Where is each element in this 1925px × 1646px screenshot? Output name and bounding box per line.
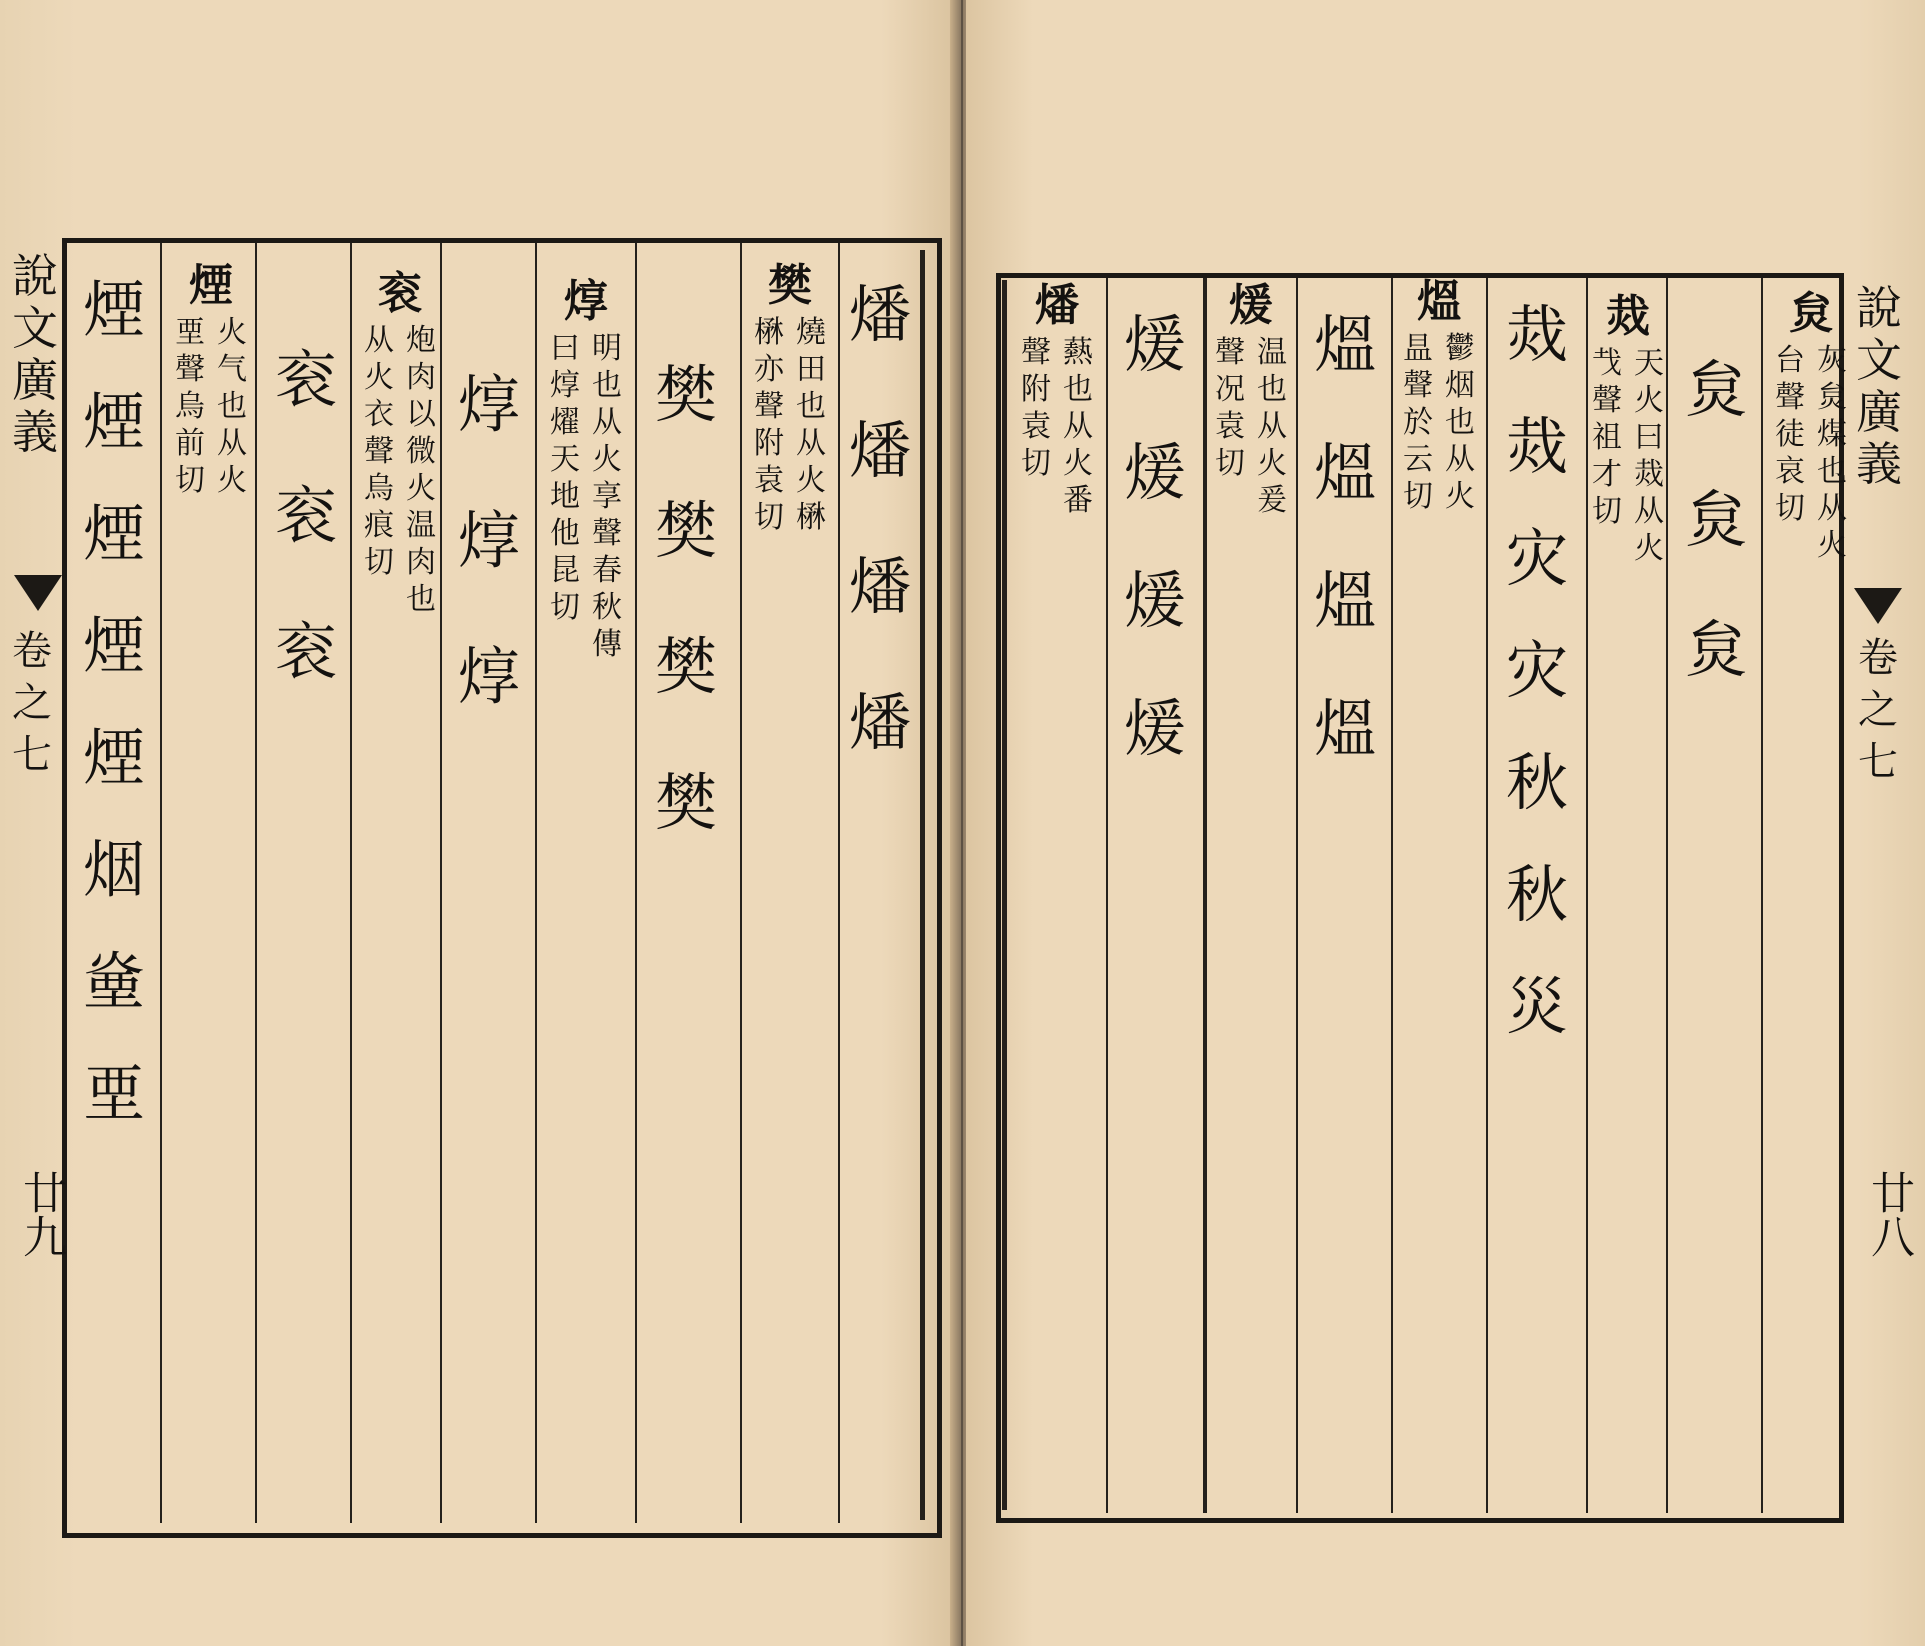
seal-form: 衮	[274, 615, 337, 688]
annotation-line: 天 火 曰 烖 从 火	[1634, 346, 1664, 566]
entry-column	[640, 350, 732, 848]
seal-form: 灾	[1505, 522, 1568, 595]
entry-column	[1010, 282, 1104, 519]
seal-form: 秋	[1505, 746, 1568, 819]
fish-tail-mark	[14, 575, 62, 611]
seal-form: 熅	[1313, 692, 1376, 765]
fish-tail-mark	[1854, 588, 1902, 624]
seal-form: 炱	[1684, 483, 1747, 556]
annotation-line: 温 也 从 火 爰	[1257, 335, 1287, 518]
entry-column	[742, 262, 838, 536]
annotation-line: 燒 田 也 从 火 楙	[796, 315, 826, 535]
annotation-line: 火 气 也 从 火	[217, 315, 247, 498]
entry-column	[1491, 290, 1583, 1052]
seal-form: 煙	[82, 497, 145, 570]
seal-form: 煙	[82, 609, 145, 682]
left-page-number: 廿九	[15, 1170, 66, 1258]
headword: 熅	[1417, 276, 1461, 327]
seal-form: 㷑	[82, 945, 145, 1018]
entry-column	[1588, 293, 1668, 567]
right-page-number: 廿八	[1863, 1170, 1914, 1258]
entry-column	[70, 265, 158, 1139]
seal-form: 熅	[1313, 436, 1376, 509]
seal-form: 灾	[1505, 634, 1568, 707]
seal-form: 秋	[1505, 858, 1568, 931]
seal-form: 烟	[82, 833, 145, 906]
left-chapter: 卷 之 七	[12, 628, 52, 778]
seal-form: 樊	[654, 630, 717, 703]
annotation-line: 鬱 烟 也 从 火	[1445, 331, 1475, 514]
headword: 煖	[1229, 280, 1273, 331]
seal-form: 煙	[82, 385, 145, 458]
right-margin-title: 說 文 廣 義	[1856, 281, 1902, 491]
annotation-line: 聲 况 袁 切	[1215, 335, 1245, 481]
headword: 炱	[1789, 288, 1833, 339]
seal-form: 炱	[1684, 353, 1747, 426]
annotation-line: 𢦏 聲 祖 才 切	[1592, 346, 1622, 529]
headword: 煙	[189, 260, 233, 311]
seal-form: 煖	[1123, 308, 1186, 381]
entry-column	[1763, 290, 1859, 564]
headword: 燔	[1035, 280, 1079, 331]
entry-column	[1301, 300, 1389, 774]
seal-form: 熅	[1313, 564, 1376, 637]
annotation-line: 昷 聲 於 云 切	[1403, 331, 1433, 514]
seal-form: 焞	[457, 640, 520, 713]
seal-form: 烖	[1505, 298, 1568, 371]
entry-column	[165, 262, 257, 499]
seal-form: 煖	[1123, 564, 1186, 637]
headword: 樊	[768, 260, 812, 311]
seal-form: 樊	[654, 766, 717, 839]
annotation-line: 聲 附 袁 切	[1021, 335, 1051, 481]
entry-column	[262, 335, 350, 697]
seal-form: 垔	[82, 1057, 145, 1130]
seal-form: 煖	[1123, 436, 1186, 509]
seal-form: 炱	[1684, 613, 1747, 686]
annotation-line: 从 火 衣 聲 烏 痕 切	[364, 323, 394, 580]
seal-form: 熅	[1313, 308, 1376, 381]
seal-form: 煖	[1123, 692, 1186, 765]
seal-form: 燔	[848, 686, 911, 759]
seal-form: 燔	[848, 550, 911, 623]
annotation-line: 垔 聲 烏 前 切	[175, 315, 205, 498]
headword: 衮	[378, 268, 422, 319]
annotation-line: 楙 亦 聲 附 袁 切	[754, 315, 784, 535]
seal-form: 煙	[82, 721, 145, 794]
seal-form: 焞	[457, 504, 520, 577]
right-page	[966, 0, 1925, 1646]
annotation-line: 爇 也 从 火 番	[1063, 335, 1093, 518]
headword: 烖	[1606, 291, 1650, 342]
annotation-line: 灰 炱 煤 也 从 火	[1817, 343, 1847, 563]
entry-column	[445, 360, 533, 722]
annotation-line: 台 聲 徒 哀 切	[1775, 343, 1805, 526]
seal-form: 煙	[82, 273, 145, 346]
entry-column	[1393, 278, 1485, 515]
entry-column	[1109, 300, 1201, 774]
seal-form: 燔	[848, 414, 911, 487]
annotation-line: 曰 焞 燿 天 地 他 昆 切	[550, 331, 580, 625]
seal-form: 樊	[654, 494, 717, 567]
left-page	[0, 0, 958, 1646]
entry-column	[1671, 345, 1761, 695]
entry-column	[538, 278, 634, 663]
seal-form: 焞	[457, 368, 520, 441]
right-chapter: 卷 之 七	[1858, 635, 1898, 785]
seal-form: 燔	[848, 278, 911, 351]
seal-form: 衮	[274, 479, 337, 552]
seal-form: 樊	[654, 358, 717, 431]
annotation-line: 明 也 从 火 享 聲 春 秋 傳	[592, 331, 622, 662]
left-margin-title: 說 文 廣 義	[12, 249, 58, 459]
entry-column	[352, 270, 448, 618]
entry-column	[840, 270, 920, 768]
headword: 焞	[564, 276, 608, 327]
entry-column	[1206, 282, 1296, 519]
seal-form: 災	[1505, 970, 1568, 1043]
annotation-line: 炮 肉 以 微 火 温 肉 也	[406, 323, 436, 617]
seal-form: 烖	[1505, 410, 1568, 483]
seal-form: 衮	[274, 343, 337, 416]
